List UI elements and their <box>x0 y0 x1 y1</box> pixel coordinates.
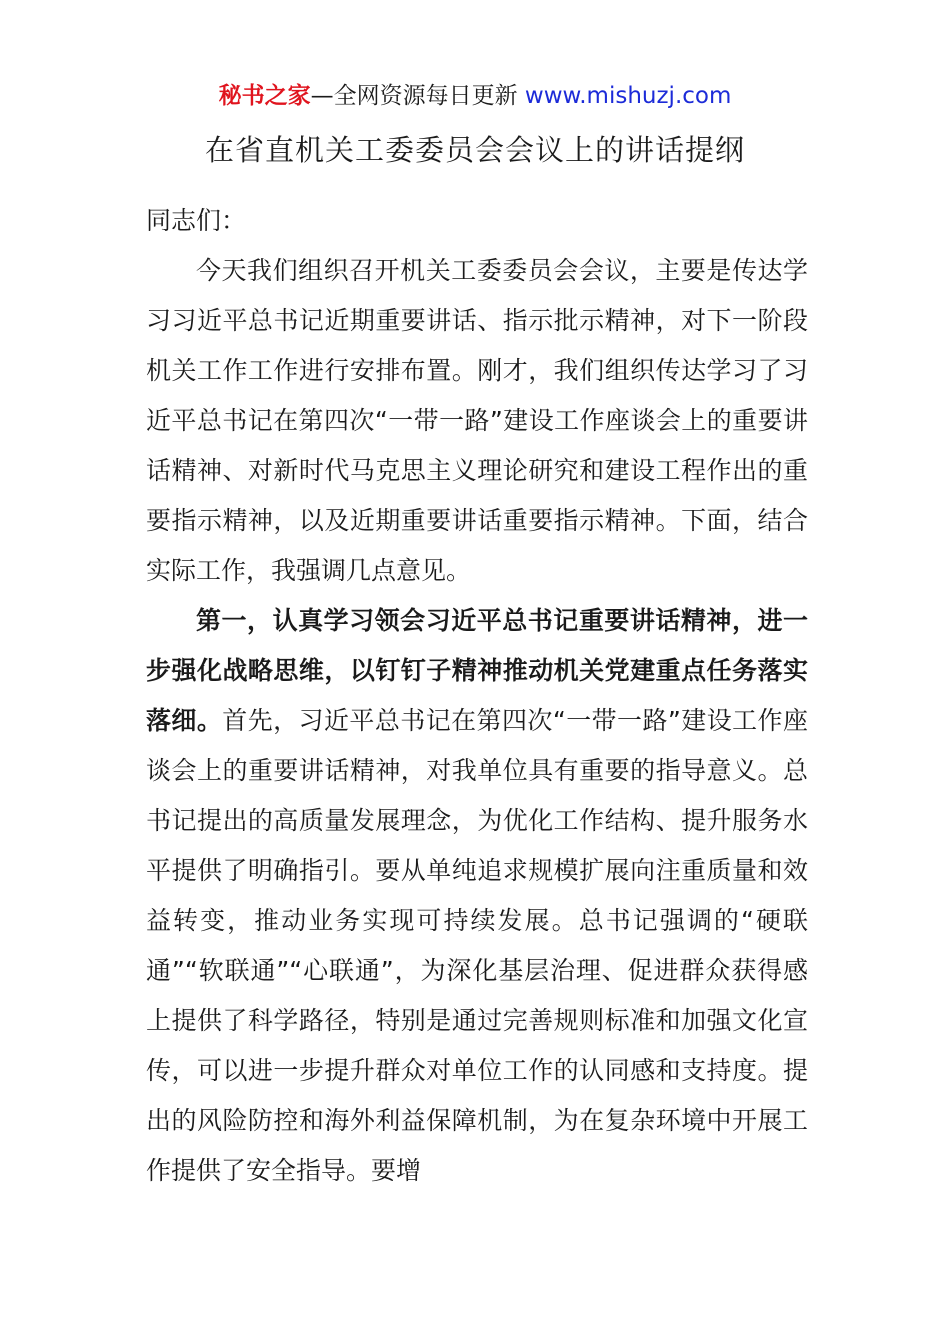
paragraph-text: 今天我们组织召开机关工委委员会会议，主要是传达学习习近平总书记近期重要讲话、指示批示精神，对下一阶段机关工作工作进行安排布置。刚才，我们组织传达学习了习近平总书记在第四次“一带一路”建设工作座谈会上的重要讲话精神、对新时代马克思主义理论研究和建设工程作出的重要指示精神，以及近期重要讲话重要指示精神。下面，结合实际工作，我强调几点意见。 <box>146 256 808 585</box>
site-header <box>0 80 950 112</box>
document-body <box>146 196 808 1196</box>
paragraph <box>146 246 808 596</box>
brand-name: 秘书之家 <box>218 83 311 109</box>
paragraph <box>146 596 808 1196</box>
paragraph-text: 首先，习近平总书记在第四次“一带一路”建设工作座谈会上的重要讲话精神，对我单位具有重要的指导意义。总书记提出的高质量发展理念，为优化工作结构、提升服务水平提供了明确指引。要从单纯追求规模扩展向注重质量和效益转变，推动业务实现可持续发展。总书记强调的“硬联通”“软联通”“心联通”，为深化基层治理、促进群众获得感上提供了科学路径，特别是通过完善规则标准和加强文化宣传，可以进一步提升群众对单位工作的认同感和支持度。提出的风险防控和海外利益保障机制，为在复杂环境中开展工作提供了安全指导。要增 <box>146 706 808 1185</box>
header-tagline: —全网资源每日更新 <box>310 83 525 109</box>
paragraph-lead: 第一，认真学习领会习近平总书记重要讲话精神，进一步强化战略思维，以钉钉子精神推动机关党建重点任务落实落细。 <box>146 606 808 735</box>
site-url-link[interactable]: www.mishuzj.com <box>524 83 732 109</box>
salutation: 同志们： <box>146 206 247 235</box>
document-title: 在省直机关工委委员会会议上的讲话提纲 <box>204 133 745 167</box>
